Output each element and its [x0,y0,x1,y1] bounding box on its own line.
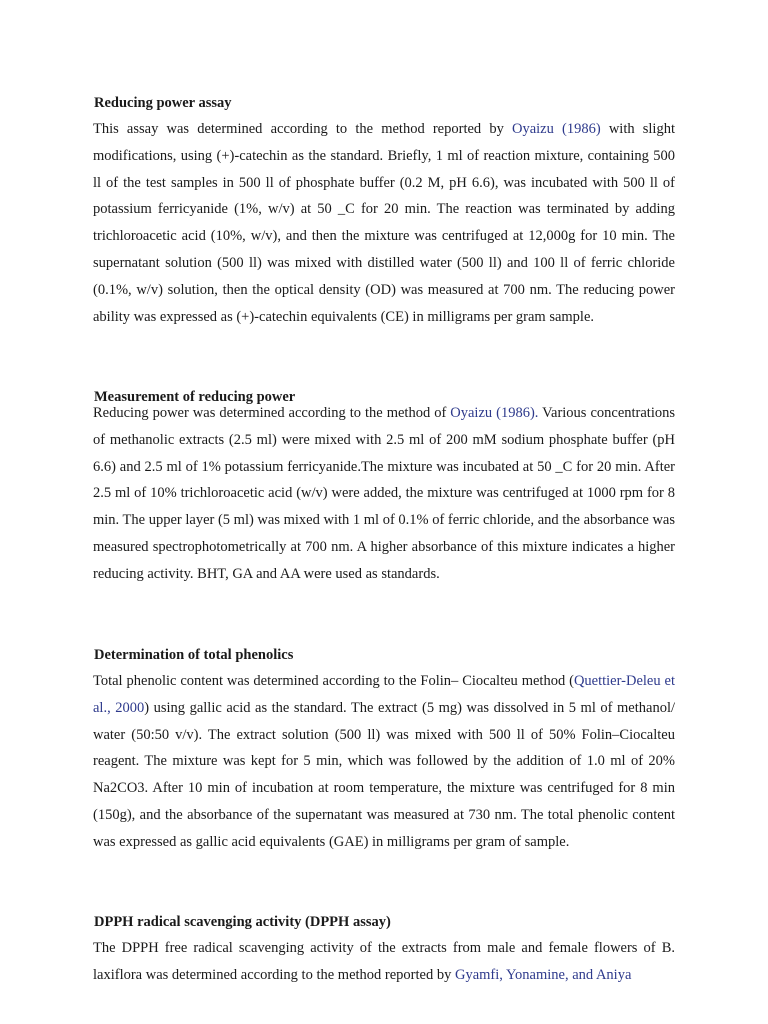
paragraph-text: The DPPH free radical scavenging activity of the extracts from male and female flowers of B. laxiflora was determined according to the method reported by [93,940,675,983]
section-heading-reducing-power-assay: Reducing power assay [94,95,232,111]
paragraph-text: with slight modifications, using (+)-catechin as the standard. Briefly, 1 ml of reaction mixture, containing 500 ll of the test samples in 500 ll of phosphate buffer (0.2 M, pH 6.6), was incubated with 500 ll of potassium ferricyanide (1%, w/v) at 50 _C for 20 min. The reaction was terminated by adding trichloroacetic acid (10%, w/v), and then the mixture was centrifuged at 12,000g for 10 min. The supernatant solution (500 ll) was mixed with distilled water (500 ll) and 100 ll of ferric chloride (0.1%, w/v) solution, then the optical density (OD) was measured at 700 nm. The reducing power ability was expressed as (+)-catechin equivalents (CE) in milligrams per gram sample. [93,121,675,325]
section-paragraph-measurement-of-reducing-power [93,400,675,588]
section-heading-determination-of-total-phenolics: Determination of total phenolics [94,647,294,663]
paragraph-text: Reducing power was determined according to the method of [93,405,451,421]
section-paragraph-dpph-assay [93,935,675,989]
paragraph-text: This assay was determined according to the method reported by [93,121,512,137]
paragraph-text: Various concentrations of methanolic extracts (2.5 ml) were mixed with 2.5 ml of 200 mM sodium phosphate buffer (pH 6.6) and 2.5 ml of 1% potassium ferricyanide.The mixture was incubated at 50 _C for 20 min. After 2.5 ml of 10% trichloroacetic acid (w/v) were added, the mixture was centrifuged at 1000 rpm for 8 min. The upper layer (5 ml) was mixed with 1 ml of 0.1% of ferric chloride, and the absorbance was measured spectrophotometrically at 700 nm. A higher absorbance of this mixture indicates a higher reducing activity. BHT, GA and AA were used as standards. [93,405,675,582]
citation-link-gyamfi-yonamine-aniya[interactable]: Gyamfi, Yonamine, and Aniya [454,966,632,983]
section-heading-dpph-assay: DPPH radical scavenging activity (DPPH assay) [94,914,391,930]
section-paragraph-reducing-power-assay [93,116,675,330]
section-paragraph-determination-of-total-phenolics [93,668,675,856]
citation-link-quettier-deleu-2000[interactable]: Quettier-Deleu et al., 2000 [93,673,675,716]
paragraph-text: ) using gallic acid as the standard. The extract (5 mg) was dissolved in 5 ml of methanol/ water (50:50 v/v). The extract solution (500 ll) was mixed with 500 ll of 50% Folin–Ciocalteu reagent. The mixture was kept for 5 min, which was followed by the addition of 1.0 ml of 20% Na2CO3. After 10 min of incubation at room temperature, the mixture was centrifuged for 8 min (150g), and the absorbance of the supernatant was measured at 730 nm. The total phenolic content was expressed as gallic acid equivalents (GAE) in milligrams per gram of sample. [93,699,675,850]
paragraph-text: Total phenolic content was determined according to the Folin– Ciocalteu method ( [93,673,574,689]
section-heading-measurement-of-reducing-power: Measurement of reducing power [94,389,296,405]
citation-link-oyaizu-1986[interactable]: Oyaizu (1986) [511,121,601,137]
citation-link-oyaizu-1986-second[interactable]: Oyaizu (1986). [450,405,539,421]
